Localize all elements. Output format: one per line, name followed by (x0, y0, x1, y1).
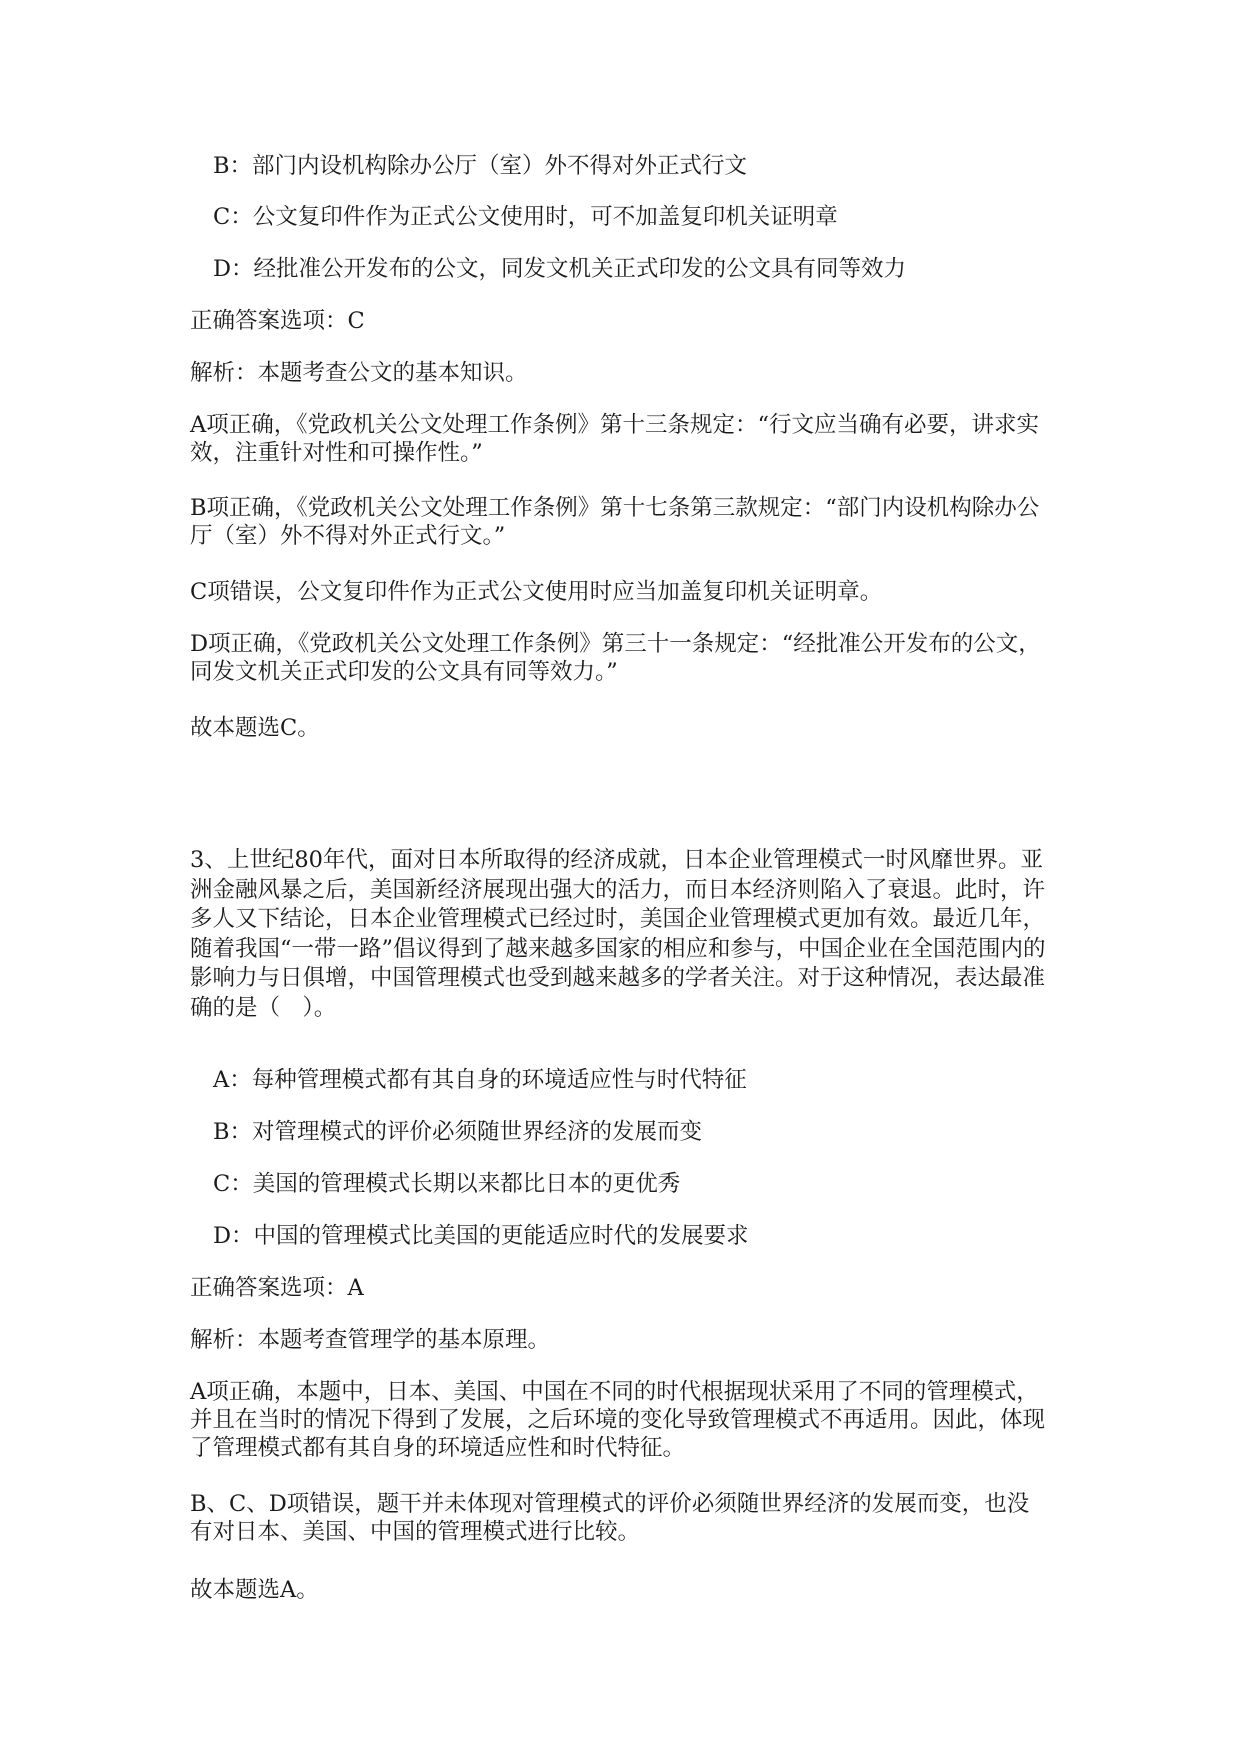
q3-explanation-a: A项正确，本题中，日本、美国、中国在不同的时代根据现状采用了不同的管理模式，并且在当时的情况下得到了发展，之后环境的变化导致管理模式不再适用。因此，体现了管理模式都有其自身的环境适应性和时代特征。 (190, 1379, 1046, 1461)
q2-explanation-b: B项正确，《党政机关公文处理工作条例》第十七条第三款规定：“部门内设机构除办公厅（室）外不得对外正式行文。” (190, 495, 1040, 549)
q3-stem: 3、上世纪80年代，面对日本所取得的经济成就，日本企业管理模式一时风靡世界。亚洲金融风暴之后，美国新经济展现出强大的活力，而日本经济则陷入了衰退。此时，许多人又下结论，日本企业管理模式已经过时，美国企业管理模式更加有效。最近几年，随着我国“一带一路”倡议得到了越来越多国家的相应和参与，中国企业在全国范围内的影响力与日俱增，中国管理模式也受到越来越多的学者关注。对于这种情况，表达最准确的是（ ）。 (190, 847, 1046, 1021)
q2-answer: 正确答案选项：C (190, 308, 365, 334)
q3-option-a: A：每种管理模式都有其自身的环境适应性与时代特征 (213, 1067, 747, 1093)
q3-analysis: 解析：本题考查管理学的基本原理。 (190, 1327, 551, 1353)
q2-option-d: D：经批准公开发布的公文，同发文机关正式印发的公文具有同等效力 (213, 256, 907, 282)
q2-conclusion: 故本题选C。 (190, 715, 320, 741)
q3-explanation-bcd: B、C、D项错误，题干并未体现对管理模式的评价必须随世界经济的发展而变，也没有对日本、美国、中国的管理模式进行比较。 (190, 1491, 1030, 1545)
q3-conclusion: 故本题选A。 (190, 1577, 319, 1603)
q2-option-b: B：部门内设机构除办公厅（室）外不得对外正式行文 (213, 153, 748, 179)
q3-option-c: C：美国的管理模式长期以来都比日本的更优秀 (213, 1171, 681, 1197)
q3-option-b: B：对管理模式的评价必须随世界经济的发展而变 (213, 1119, 703, 1145)
q2-explanation-a: A项正确，《党政机关公文处理工作条例》第十三条规定：“行文应当确有必要，讲求实效，注重针对性和可操作性。” (190, 412, 1040, 466)
q3-answer: 正确答案选项：A (190, 1275, 364, 1301)
q2-explanation-d: D项正确，《党政机关公文处理工作条例》第三十一条规定：“经批准公开发布的公文，同发文机关正式印发的公文具有同等效力。” (190, 631, 1041, 685)
q2-analysis: 解析：本题考查公文的基本知识。 (190, 360, 528, 386)
q2-option-c: C：公文复印件作为正式公文使用时，可不加盖复印机关证明章 (213, 204, 838, 230)
q3-option-d: D：中国的管理模式比美国的更能适应时代的发展要求 (213, 1223, 749, 1249)
q2-explanation-c: C项错误，公文复印件作为正式公文使用时应当加盖复印机关证明章。 (190, 579, 883, 605)
